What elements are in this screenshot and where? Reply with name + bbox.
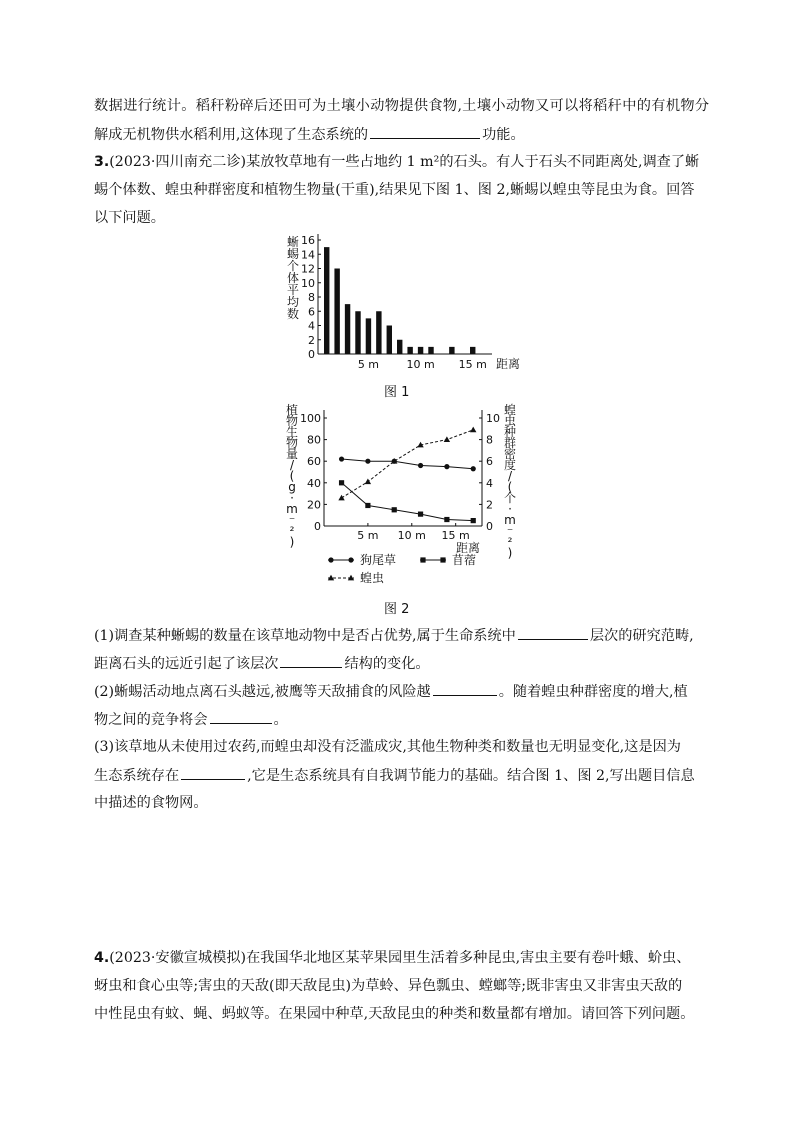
figure-1-bar-chart	[280, 228, 520, 376]
fig2-left-axis-label-char: (	[289, 469, 295, 483]
fig2-right-tick-label: 4	[486, 476, 493, 490]
q3-intro-line-1	[94, 152, 699, 172]
fig1-bar	[387, 326, 392, 355]
fig1-bar	[407, 347, 412, 354]
fig2-right-axis-label-char: )	[507, 546, 513, 560]
fig1-y-axis-label-char: 蜥	[286, 235, 300, 249]
fig1-x-tick-label: 10 m	[406, 358, 435, 371]
fig1-y-tick-label: 12	[301, 262, 315, 276]
fig2-left-axis-label-char: ⁻	[288, 513, 296, 527]
fig2-left-axis-label-char: ·	[290, 491, 294, 505]
fig2-right-tick-label: 10	[486, 412, 500, 425]
fig2-point-circle	[339, 456, 344, 461]
q3-number: 3.	[94, 154, 110, 170]
fig2-point-triangle	[365, 479, 371, 485]
fig2-right-axis-label-char: ·	[508, 502, 512, 516]
fig1-y-axis-label-char: 数	[286, 307, 300, 321]
fig2-point-square	[339, 480, 344, 485]
prev-question-text-a: 解成无机物供水稻利用,这体现了生态系统的	[94, 127, 369, 143]
fig1-x-tick-label: 15 m	[458, 358, 487, 371]
fig1-bar	[376, 311, 381, 354]
fig2-point-square	[444, 517, 449, 522]
fig2-right-axis-label-char: 度	[503, 458, 517, 472]
fig2-point-triangle	[444, 436, 450, 442]
fig2-point-square	[420, 557, 425, 562]
q4-line-3: 中性昆虫有蚊、蝇、蚂蚁等。在果园中种草,天敌昆虫的种类和数量都有增加。请回答下列问题。	[94, 1006, 695, 1022]
fig2-left-axis-label-char: g	[288, 480, 296, 494]
fig2-point-triangle	[470, 427, 476, 433]
fig2-left-axis-label-char: 生	[285, 425, 299, 439]
q3-sub1-text-d: 结构的变化。	[344, 656, 430, 672]
fig2-right-axis-label-char: 密	[503, 447, 517, 461]
q3-sub1-text-a: (1)调查某种蜥蜴的数量在该草地动物中是否占优势,属于生命系统中	[94, 628, 516, 644]
fig2-series-line	[342, 459, 474, 469]
q3-sub1-text-c: 距离石头的远近引起了该层次	[94, 656, 279, 672]
q3-sub2-text-b: 。随着蝗虫种群密度的增大,植	[498, 684, 688, 700]
fig2-right-axis-label-char: (	[507, 480, 513, 494]
fig2-right-axis-label-char: m	[504, 513, 516, 527]
fig2-left-axis-label-char: ²	[289, 524, 295, 538]
fig2-right-axis-label	[504, 402, 516, 560]
fig2-left-axis-label-char: m	[286, 502, 298, 516]
fig2-point-square	[440, 557, 445, 562]
fig1-y-axis-label-char: 体	[286, 271, 300, 285]
fig2-series-0	[339, 456, 476, 471]
prev-question-line-1: 数据进行统计。稻秆粉碎后还田可为土壤小动物提供食物,土壤小动物又可以将稻秆中的有机物分	[94, 98, 710, 114]
fig1-y-axis-label-char: 蜴	[286, 247, 300, 261]
fig2-point-square	[418, 512, 423, 517]
fig1-bar	[324, 247, 329, 354]
fig2-right-tick-label: 0	[486, 520, 493, 533]
fig2-point-circle	[444, 464, 449, 469]
fig2-right-axis-label-char: ²	[507, 535, 513, 549]
fig2-left-axis-label-char: 量	[285, 447, 299, 461]
fig1-bar	[449, 347, 454, 354]
fig1-bar	[470, 347, 475, 354]
q3-intro-line-3: 以下问题。	[94, 210, 165, 226]
fig1-bar	[418, 347, 423, 354]
fig2-series-line	[342, 483, 474, 521]
fig2-right-axis-label-char: 个	[503, 491, 517, 505]
fig2-legend	[328, 552, 476, 585]
fig1-y-tick-label: 16	[301, 234, 315, 247]
fig2-x-tick-label: 10 m	[397, 529, 426, 542]
fig1-bar	[428, 347, 433, 354]
q3-intro-line-2: 蜴个体数、蝗虫种群密度和植物生物量(干重),结果见下图 1、图 2,蜥蜴以蝗虫等昆虫为食。回答	[94, 182, 695, 198]
q3-sub1-line-1	[94, 625, 694, 646]
q3-sub1-text-b: 层次的研究范畴,	[589, 628, 694, 644]
fig2-x-tick-label: 15 m	[441, 529, 470, 542]
fig2-point-square	[392, 507, 397, 512]
fig2-legend-label: 蝗虫	[360, 571, 385, 585]
fig2-right-axis-label-char: 虫	[503, 414, 517, 428]
q3-sub2-line-2	[94, 709, 288, 730]
fig1-y-axis-label-char: 个	[286, 259, 300, 273]
fig2-point-circle	[365, 459, 370, 464]
fig2-left-axis-label-char: /	[289, 458, 295, 472]
fig2-left-axis-label-char: 物	[285, 414, 299, 428]
answer-blank-sub1-structure[interactable]	[280, 653, 342, 668]
q3-sub3-line-1: (3)该草地从未使用过农药,而蝗虫却没有泛滥成灾,其他生物种类和数量也无明显变化,这是因为	[94, 739, 681, 755]
q3-sub3-line-2	[94, 765, 695, 786]
q3-sub3-text-a: 生态系统存在	[94, 768, 180, 784]
fig1-y-axis-label-char: 平	[286, 283, 300, 297]
fig2-legend-label: 苜蓿	[452, 553, 477, 567]
fig1-x-axis-label: 距离	[496, 357, 520, 371]
fig2-left-tick-label: 80	[307, 433, 321, 447]
fig1-y-tick-label: 8	[308, 291, 315, 304]
figure-2-line-chart	[280, 400, 520, 590]
q4-line-2: 蚜虫和食心虫等;害虫的天敌(即天敌昆虫)为草蛉、异色瓢虫、螳螂等;既非害虫又非害虫天敌的	[94, 978, 683, 994]
fig2-right-axis-label-char: 种	[503, 425, 517, 439]
fig2-left-axis-label-char: 植	[285, 403, 299, 417]
fig2-point-circle	[328, 557, 333, 562]
fig2-left-axis-label	[286, 402, 298, 549]
fig2-right-axis-label-char: 群	[503, 436, 517, 450]
q4-text-1: (2023·安徽宣城模拟)在我国华北地区某苹果园里生活着多种昆虫,害虫主要有卷叶蛾、蚧虫、	[109, 950, 691, 966]
fig2-right-axis-label-char: 蝗	[503, 403, 517, 417]
fig2-left-tick-label: 60	[307, 455, 321, 469]
q3-sub2-text-c: 物之间的竞争将会	[94, 712, 208, 728]
answer-blank-sub3-feedback[interactable]	[181, 765, 245, 780]
q3-sub3-text-b: ,它是生态系统具有自我调节能力的基础。结合图 1、图 2,写出题目信息	[247, 768, 695, 784]
q3-sub2-text-d: 。	[273, 712, 288, 728]
fig2-series-line	[342, 430, 474, 498]
fig2-point-square	[365, 503, 370, 508]
answer-blank-sub2-risk[interactable]	[433, 681, 497, 696]
fig2-point-square	[471, 518, 476, 523]
figure-1-caption: 图 1	[384, 385, 410, 400]
fig1-bar	[397, 340, 402, 354]
fig1-y-tick-label: 0	[308, 348, 315, 361]
fig2-legend-label: 狗尾草	[360, 553, 397, 567]
answer-blank-function[interactable]	[370, 124, 480, 139]
fig2-point-triangle	[338, 495, 344, 501]
fig1-y-tick-label: 4	[308, 319, 315, 333]
q3-sub2-line-1	[94, 681, 688, 702]
prev-question-line-2	[94, 124, 525, 145]
fig2-x-tick-label: 5 m	[357, 529, 379, 542]
fig1-bar	[366, 318, 371, 354]
q3-intro-text-1: (2023·四川南充二诊)某放牧草地有一些占地约 1 m²的石头。有人于石头不同距离处,调查了蜥	[109, 154, 700, 170]
fig1-bar	[355, 311, 360, 354]
fig2-point-circle	[348, 557, 353, 562]
fig2-right-tick-label: 8	[486, 433, 493, 447]
fig2-right-axis-label-char: ⁻	[506, 524, 514, 538]
fig2-point-circle	[418, 463, 423, 468]
fig1-y-tick-label: 14	[301, 248, 315, 262]
fig2-left-tick-label: 0	[314, 520, 321, 533]
fig2-point-circle	[471, 466, 476, 471]
fig2-right-tick-label: 2	[486, 498, 493, 512]
q3-sub1-line-2	[94, 653, 430, 674]
fig2-left-tick-label: 100	[300, 412, 321, 425]
q4-line-1	[94, 948, 690, 968]
answer-blank-sub2-competition[interactable]	[210, 709, 272, 724]
fig1-y-tick-label: 2	[308, 333, 315, 347]
prev-question-text-b: 功能。	[482, 127, 525, 143]
fig2-left-tick-label: 40	[307, 476, 321, 490]
fig2-right-axis-label-char: /	[507, 469, 513, 483]
fig1-y-axis-label	[287, 234, 299, 321]
q3-sub3-line-3: 中描述的食物网。	[94, 795, 208, 811]
q4-number: 4.	[94, 950, 110, 966]
fig2-left-axis-label-char: 物	[285, 436, 299, 450]
fig1-y-axis-label-char: 均	[286, 295, 300, 309]
fig1-y-tick-label: 10	[301, 276, 315, 290]
fig1-bar	[345, 304, 350, 354]
answer-blank-sub1-level[interactable]	[518, 625, 588, 640]
fig1-y-tick-label: 6	[308, 305, 315, 319]
fig2-x-axis-label: 距离	[455, 541, 481, 555]
fig1-bar	[334, 269, 339, 355]
fig2-left-axis-label-char: )	[289, 535, 295, 549]
q3-sub2-text-a: (2)蜥蜴活动地点离石头越远,被鹰等天敌捕食的风险越	[94, 684, 431, 700]
fig2-right-tick-label: 6	[486, 455, 493, 469]
fig1-x-tick-label: 5 m	[357, 358, 380, 371]
fig2-left-tick-label: 20	[307, 498, 321, 512]
figure-2-caption: 图 2	[384, 602, 410, 617]
